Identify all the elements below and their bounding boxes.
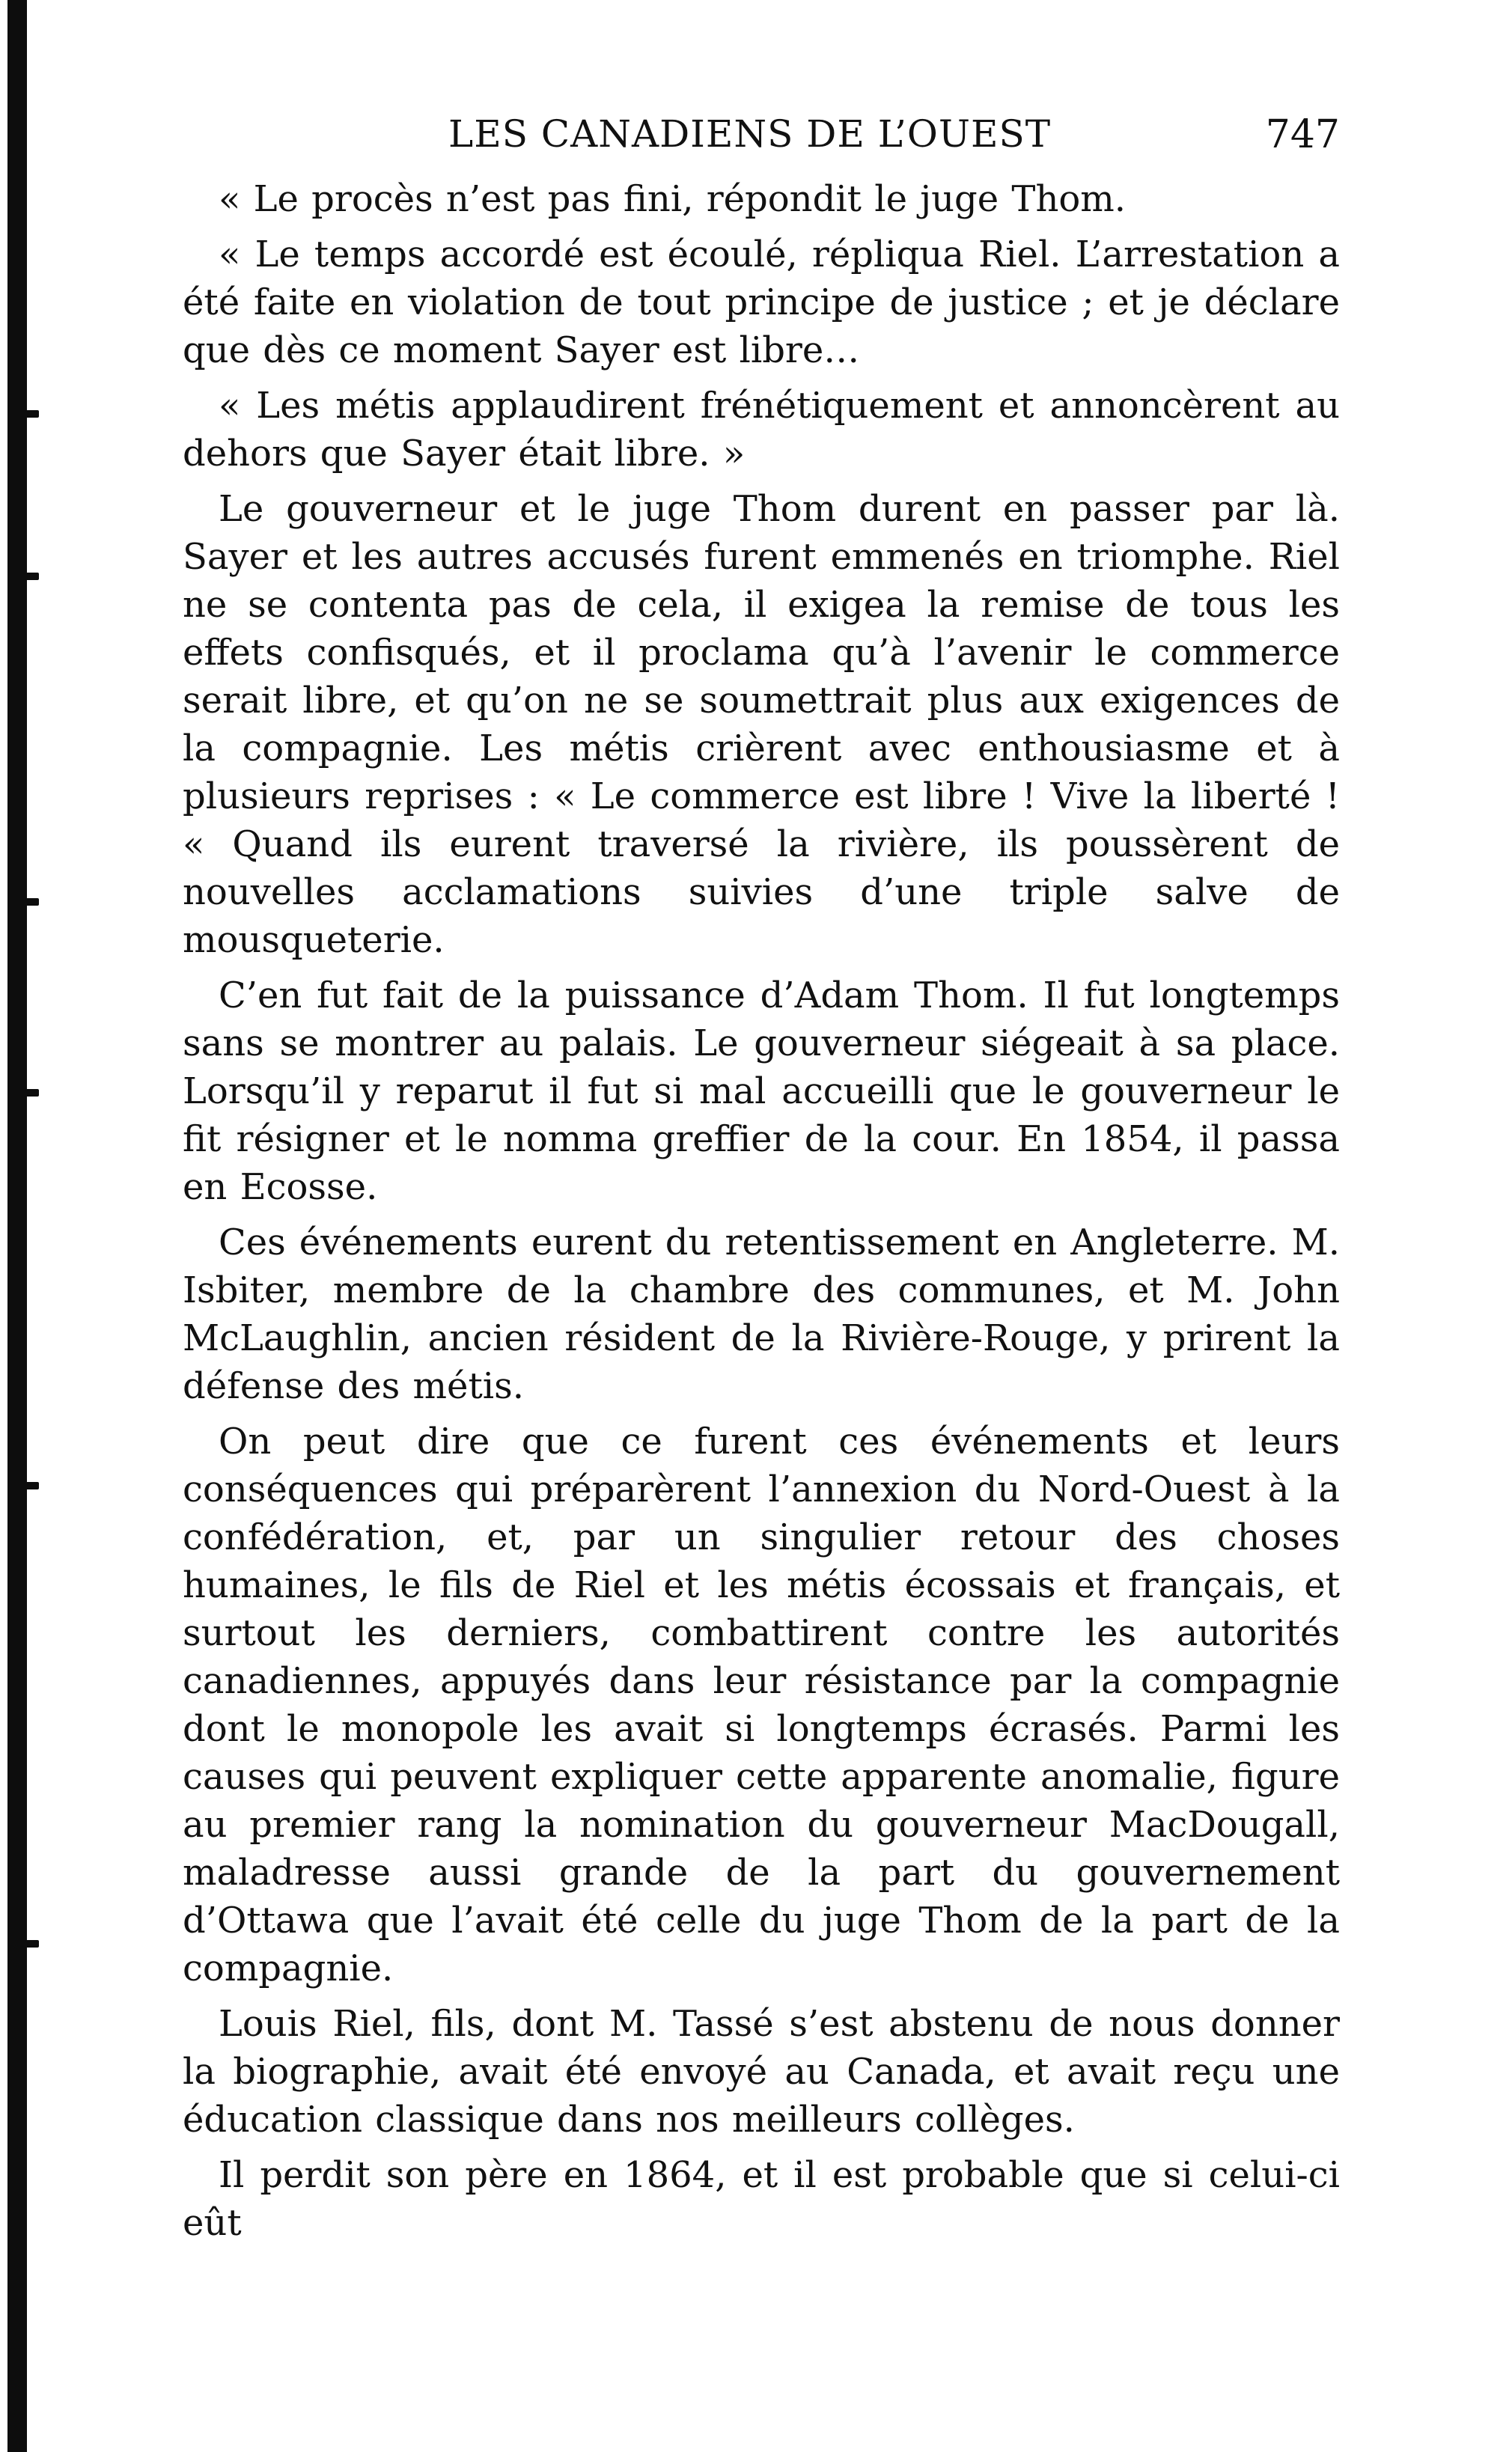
- paragraph: Louis Riel, fils, dont M. Tassé s’est abstenu de nous donner la biographie, avait été envoyé au Canada, et avait reçu une éducation classique dans nos meilleurs collèges.: [183, 2003, 1340, 2141]
- running-title: LES CANADIENS DE L’OUEST: [448, 112, 1052, 156]
- paragraph: On peut dire que ce furent ces événements et leurs conséquences qui préparèrent l’annexion du Nord-Ouest à la confédération, et, par un singulier retour des choses humaines, le fils de Riel et les métis écossais et français, et surtout les derniers, combattirent contre les autorités canadiennes, appuyés dans leur résistance par la compagnie dont le monopole les avait si longtemps écrasés. Parmi les causes qui peuvent expliquer cette apparente anomalie, figure au premier rang la nomination du gouverneur MacDougall, maladresse aussi grande de la part du gouvernement d’Ottawa que l’avait été celle du juge Thom de la part de la compagnie.: [183, 1421, 1340, 1989]
- paragraph: « Les métis applaudirent frénétiquement et annoncèrent au dehors que Sayer était libre. »: [183, 385, 1340, 475]
- binding-mark: [25, 410, 39, 418]
- book-page: [183, 112, 1340, 2254]
- running-header: [183, 112, 1340, 175]
- paragraph: Le gouverneur et le juge Thom durent en passer par là. Sayer et les autres accusés furent emmenés en triomphe. Riel ne se contenta pas de cela, il exigea la remise de tous les effets confisqués, et il proclama qu’à l’avenir le commerce serait libre, et qu’on ne se soumettrait plus aux exigences de la compagnie. Les métis crièrent avec enthousiasme et à plusieurs reprises : « Le commerce est libre ! Vive la liberté ! « Quand ils eurent traversé la rivière, ils poussèrent de nouvelles acclamations suivies d’une triple salve de mousqueterie.: [183, 488, 1340, 961]
- paragraph: Il perdit son père en 1864, et il est probable que si celui-ci eût: [183, 2154, 1340, 2244]
- paragraph: C’en fut fait de la puissance d’Adam Thom. Il fut longtemps sans se montrer au palais. Le gouverneur siégeait à sa place. Lorsqu’il y reparut il fut si mal accueilli que le gouverneur le fit résigner et le nomma greffier de la cour. En 1854, il passa en Ecosse.: [183, 975, 1340, 1208]
- paragraph: « Le temps accordé est écoulé, répliqua Riel. L’arrestation a été faite en violation de tout principe de justice ; et je déclare que dès ce moment Sayer est libre…: [183, 234, 1340, 371]
- binding-mark: [25, 1089, 39, 1097]
- page-binding-edge: [0, 0, 46, 2452]
- binding-shadow: [7, 0, 27, 2452]
- page-number: 747: [1265, 112, 1340, 157]
- binding-mark: [25, 573, 39, 580]
- binding-mark: [25, 1482, 39, 1489]
- paragraph: Ces événements eurent du retentissement en Angleterre. M. Isbiter, membre de la chambre des communes, et M. John McLaughlin, ancien résident de la Rivière-Rouge, y prirent la défense des métis.: [183, 1222, 1340, 1407]
- paragraph: « Le procès n’est pas fini, répondit le juge Thom.: [219, 178, 1127, 220]
- binding-mark: [25, 898, 39, 906]
- binding-mark: [25, 1940, 39, 1948]
